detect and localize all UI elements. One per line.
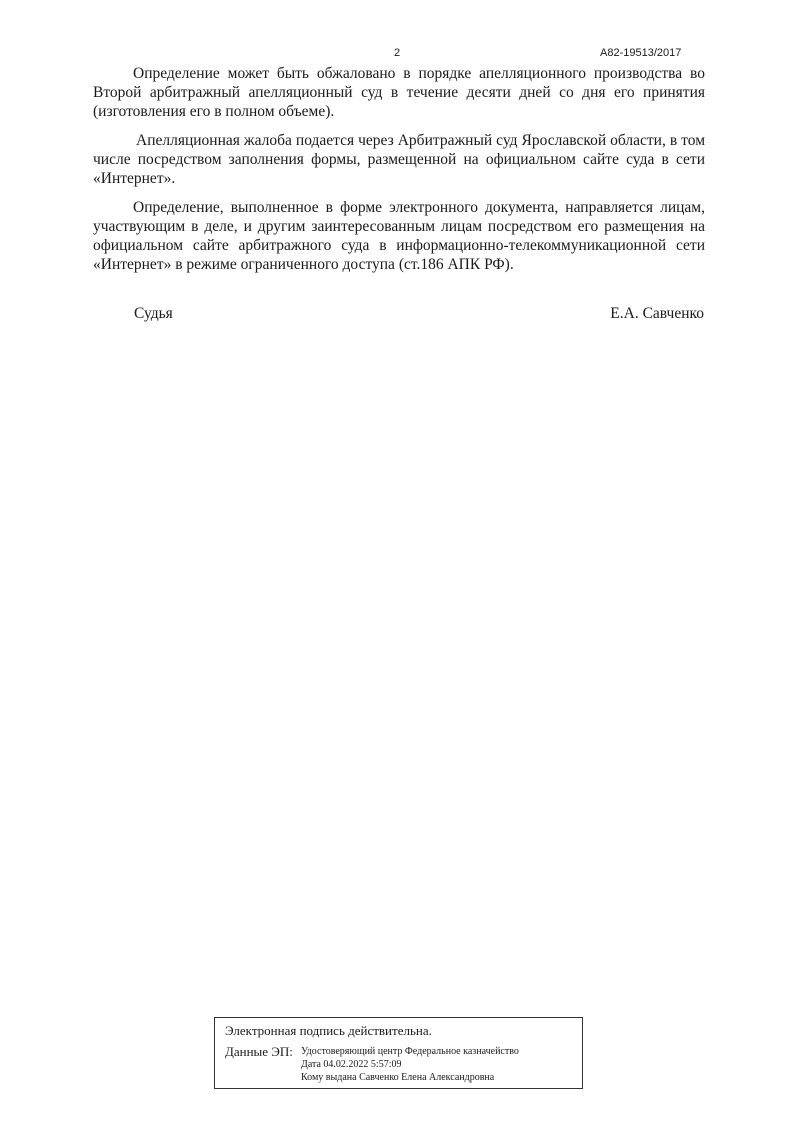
paragraph-electronic-form: Определение, выполненное в форме электронного документа, направляется лицам, участвующим в деле, и другим заинтересованным лицам посредством его размещения на официальном сайте арбитражного суда в информационно-телекоммуникационной сети «Интернет» в режиме ограниченного доступа (ст.186 АПК РФ). (93, 199, 705, 273)
esig-certificate-center: Удостоверяющий центр Федеральное казначейство (301, 1046, 519, 1057)
judge-signature-line (134, 305, 704, 323)
judge-role: Судья (134, 305, 173, 322)
esig-label: Данные ЭП: (225, 1044, 293, 1059)
paragraph-appeal-filing: Апелляционная жалоба подается через Арбитражный суд Ярославской области, в том числе посредством заполнения формы, размещенной на официальном сайте суда в сети «Интернет». (93, 132, 705, 187)
paragraph-appeal-terms: Определение может быть обжаловано в порядке апелляционного производства во Второй арбитражный апелляционный суд в течение десяти дней со дня его принятия (изготовления его в полном объеме). (93, 65, 705, 120)
esig-data-row (225, 1045, 572, 1084)
page-number: 2 (394, 47, 401, 59)
electronic-signature-stamp (214, 1017, 583, 1089)
document-body (93, 64, 705, 284)
esig-title: Электронная подпись действительна. (225, 1023, 432, 1038)
case-number: А82-19513/2017 (600, 47, 682, 59)
esig-date: Дата 04.02.2022 5:57:09 (301, 1059, 402, 1070)
judge-name: Е.А. Савченко (610, 305, 704, 322)
esig-issued-to: Кому выдана Савченко Елена Александровна (301, 1072, 495, 1083)
esig-details (301, 1045, 519, 1084)
